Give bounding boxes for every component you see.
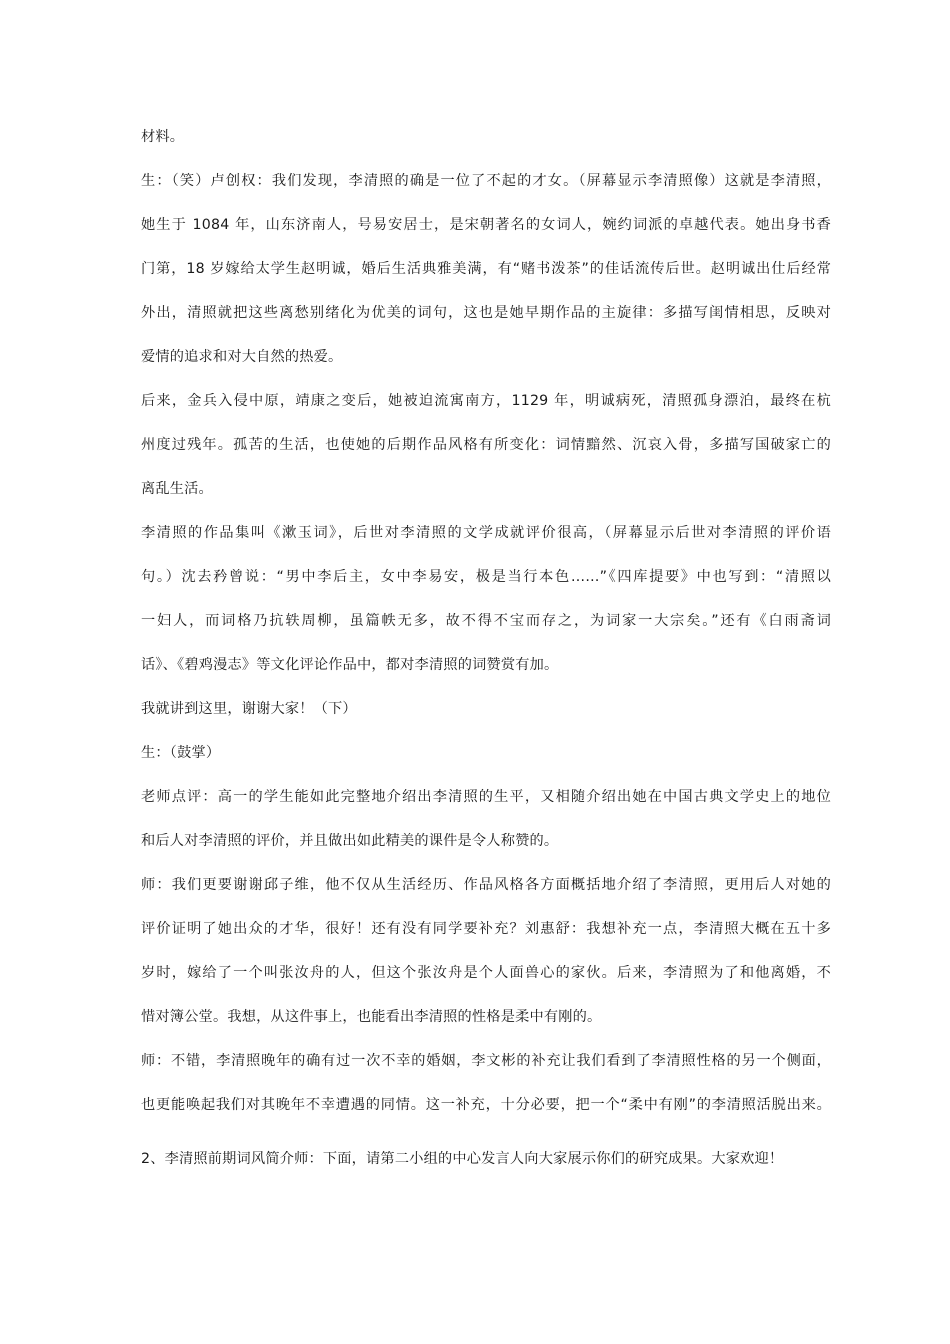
- text-line: 句。）沈去矜曾说：“男中李后主，女中李易安，极是当行本色……”《四库提要》中也写到：“清照以: [141, 569, 831, 585]
- text-line: 门第，18 岁嫁给太学生赵明诚，婚后生活典雅美满，有“赌书泼茶”的佳话流传后世。赵明诚出仕后经常: [141, 261, 831, 277]
- text-line: 2、李清照前期词风简介师：下面，请第二小组的中心发言人向大家展示你们的研究成果。大家欢迎！: [141, 1151, 784, 1167]
- text-line: 和后人对李清照的评价，并且做出如此精美的课件是令人称赞的。: [141, 833, 559, 849]
- text-line: 爱情的追求和对大自然的热爱。: [141, 349, 343, 365]
- document-page: [141, 127, 831, 1169]
- text-line: 材料。: [141, 129, 185, 145]
- text-line: 话》、《碧鸡漫志》等文化评论作品中，都对李清照的词赞赏有加。: [141, 657, 559, 673]
- text-line: 州度过残年。孤苦的生活，也使她的后期作品风格有所变化：词情黯然、沉哀入骨，多描写国破家亡的: [141, 437, 831, 453]
- text-line: 外出，清照就把这些离愁别绪化为优美的词句，这也是她早期作品的主旋律：多描写闺情相思，反映对: [141, 305, 831, 321]
- text-line: 师：不错，李清照晚年的确有过一次不幸的婚姻，李文彬的补充让我们看到了李清照性格的另一个侧面，: [141, 1053, 831, 1069]
- text-line: 生：（笑）卢创权：我们发现，李清照的确是一位了不起的才女。（屏幕显示李清照像）这就是李清照，: [141, 173, 831, 189]
- text-line: 后来，金兵入侵中原，靖康之变后，她被迫流寓南方，1129 年，明诚病死，清照孤身漂泊，最终在杭: [141, 393, 831, 409]
- text-line: 李清照的作品集叫《漱玉词》，后世对李清照的文学成就评价很高，（屏幕显示后世对李清照的评价语: [141, 525, 831, 541]
- text-line: 我就讲到这里，谢谢大家！（下）: [141, 701, 357, 717]
- text-line: 惜对簿公堂。我想，从这件事上，也能看出李清照的性格是柔中有刚的。: [141, 1009, 602, 1025]
- text-line: 评价证明了她出众的才华，很好！还有没有同学要补充？刘惠舒：我想补充一点，李清照大概在五十多: [141, 921, 831, 937]
- text-line: 老师点评：高一的学生能如此完整地介绍出李清照的生平，又相随介绍出她在中国古典文学史上的地位: [141, 789, 831, 805]
- text-line: 也更能唤起我们对其晚年不幸遭遇的同情。这一补充，十分必要，把一个“柔中有刚”的李清照活脱出来。: [141, 1097, 831, 1113]
- text-line: 岁时，嫁给了一个叫张汝舟的人，但这个张汝舟是个人面兽心的家伙。后来，李清照为了和他离婚，不: [141, 965, 831, 981]
- text-line: 生：（鼓掌）: [141, 745, 221, 761]
- text-line: 一妇人，而词格乃抗轶周柳，虽篇帙无多，故不得不宝而存之，为词家一大宗矣。”还有《白雨斋词: [141, 613, 831, 629]
- text-line: 师：我们更要谢谢邱子维，他不仅从生活经历、作品风格各方面概括地介绍了李清照，更用后人对她的: [141, 877, 831, 893]
- text-line: 离乱生活。: [141, 481, 213, 497]
- text-line: 她生于 1084 年，山东济南人，号易安居士，是宋朝著名的女词人，婉约词派的卓越代表。她出身书香: [141, 217, 831, 233]
